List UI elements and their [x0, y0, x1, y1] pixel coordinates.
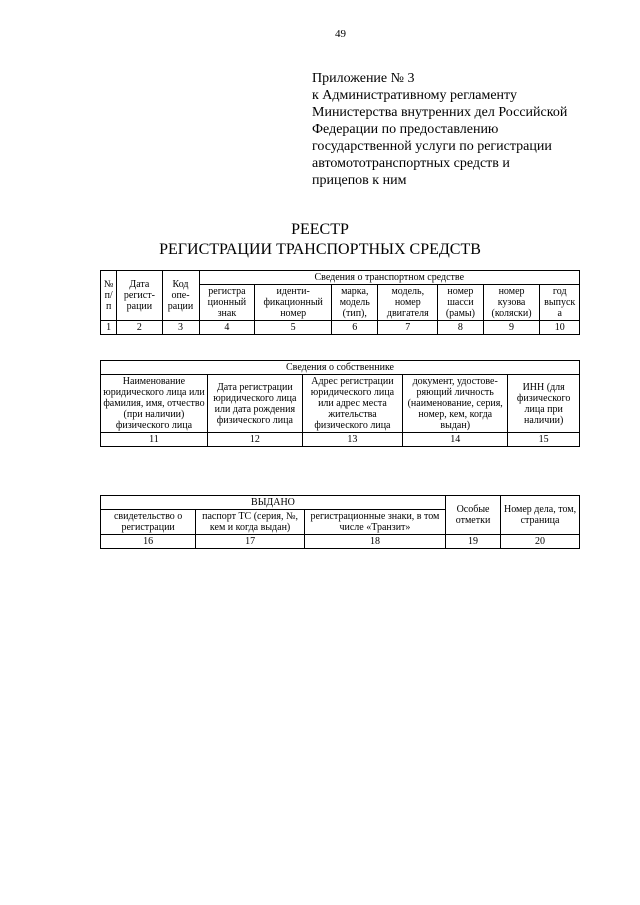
vehicle-table: [100, 270, 580, 335]
n: 1: [101, 321, 117, 335]
n: 12: [207, 433, 302, 447]
n: 17: [196, 535, 305, 549]
n: 11: [101, 433, 208, 447]
title-line: РЕЕСТР: [291, 221, 349, 238]
c: марка, модель (тип),: [332, 285, 378, 321]
annex-line: к Административному регламенту: [312, 88, 517, 103]
c: документ, удостове-ряющий личность (наименование, серия, номер, кем, когда выдан): [403, 375, 508, 433]
c: паспорт ТС (серия, №, кем и когда выдан): [196, 510, 305, 535]
n: 15: [508, 433, 580, 447]
n: 16: [101, 535, 196, 549]
c: регистрационные знаки, в том числе «Транзит»: [304, 510, 445, 535]
annex-line: прицепов к ним: [312, 173, 407, 188]
c: свидетельство о регистрации: [101, 510, 196, 535]
n: 20: [501, 535, 580, 549]
page-number: 49: [335, 28, 346, 40]
c: номер шасси (рамы): [438, 285, 484, 321]
n: 8: [438, 321, 484, 335]
c: Сведения о собственнике: [101, 361, 580, 375]
c: иденти-фикационный номер: [255, 285, 332, 321]
n: 14: [403, 433, 508, 447]
n: 18: [304, 535, 445, 549]
c: Дата регист-рации: [117, 271, 162, 321]
c: ВЫДАНО: [101, 496, 446, 510]
c: Особые отметки: [445, 496, 500, 535]
n: 2: [117, 321, 162, 335]
c: Наименование юридического лица или фамилия, имя, отчество (при наличии) физического лица: [101, 375, 208, 433]
c: № п/п: [101, 271, 117, 321]
title-line: РЕГИСТРАЦИИ ТРАНСПОРТНЫХ СРЕДСТВ: [159, 241, 481, 258]
title: [0, 220, 640, 260]
c: Дата регистрации юридического лица или дата рождения физического лица: [207, 375, 302, 433]
annex-line: Приложение № 3: [312, 71, 415, 86]
c: год выпуск а: [540, 285, 580, 321]
annex-line: автомототранспортных средств и: [312, 156, 510, 171]
c: номер кузова (коляски): [483, 285, 540, 321]
c: Номер дела, том, страница: [501, 496, 580, 535]
annex-block: [312, 70, 597, 189]
n: 10: [540, 321, 580, 335]
c: Адрес регистрации юридического лица или адрес места жительства физического лица: [302, 375, 402, 433]
annex-line: Министерства внутренних дел Российской: [312, 105, 568, 120]
n: 7: [378, 321, 438, 335]
n: 19: [445, 535, 500, 549]
n: 6: [332, 321, 378, 335]
n: 13: [302, 433, 402, 447]
owner-table: [100, 360, 580, 447]
n: 5: [255, 321, 332, 335]
c: ИНН (для физического лица при наличии): [508, 375, 580, 433]
c: Код опе-рации: [162, 271, 199, 321]
c: регистра ционный знак: [199, 285, 255, 321]
c: Сведения о транспортном средстве: [199, 271, 579, 285]
annex-line: государственной услуги по регистрации: [312, 139, 552, 154]
c: модель, номер двигателя: [378, 285, 438, 321]
n: 3: [162, 321, 199, 335]
n: 4: [199, 321, 255, 335]
n: 9: [483, 321, 540, 335]
issued-table: [100, 495, 580, 549]
annex-line: Федерации по предоставлению: [312, 122, 499, 137]
